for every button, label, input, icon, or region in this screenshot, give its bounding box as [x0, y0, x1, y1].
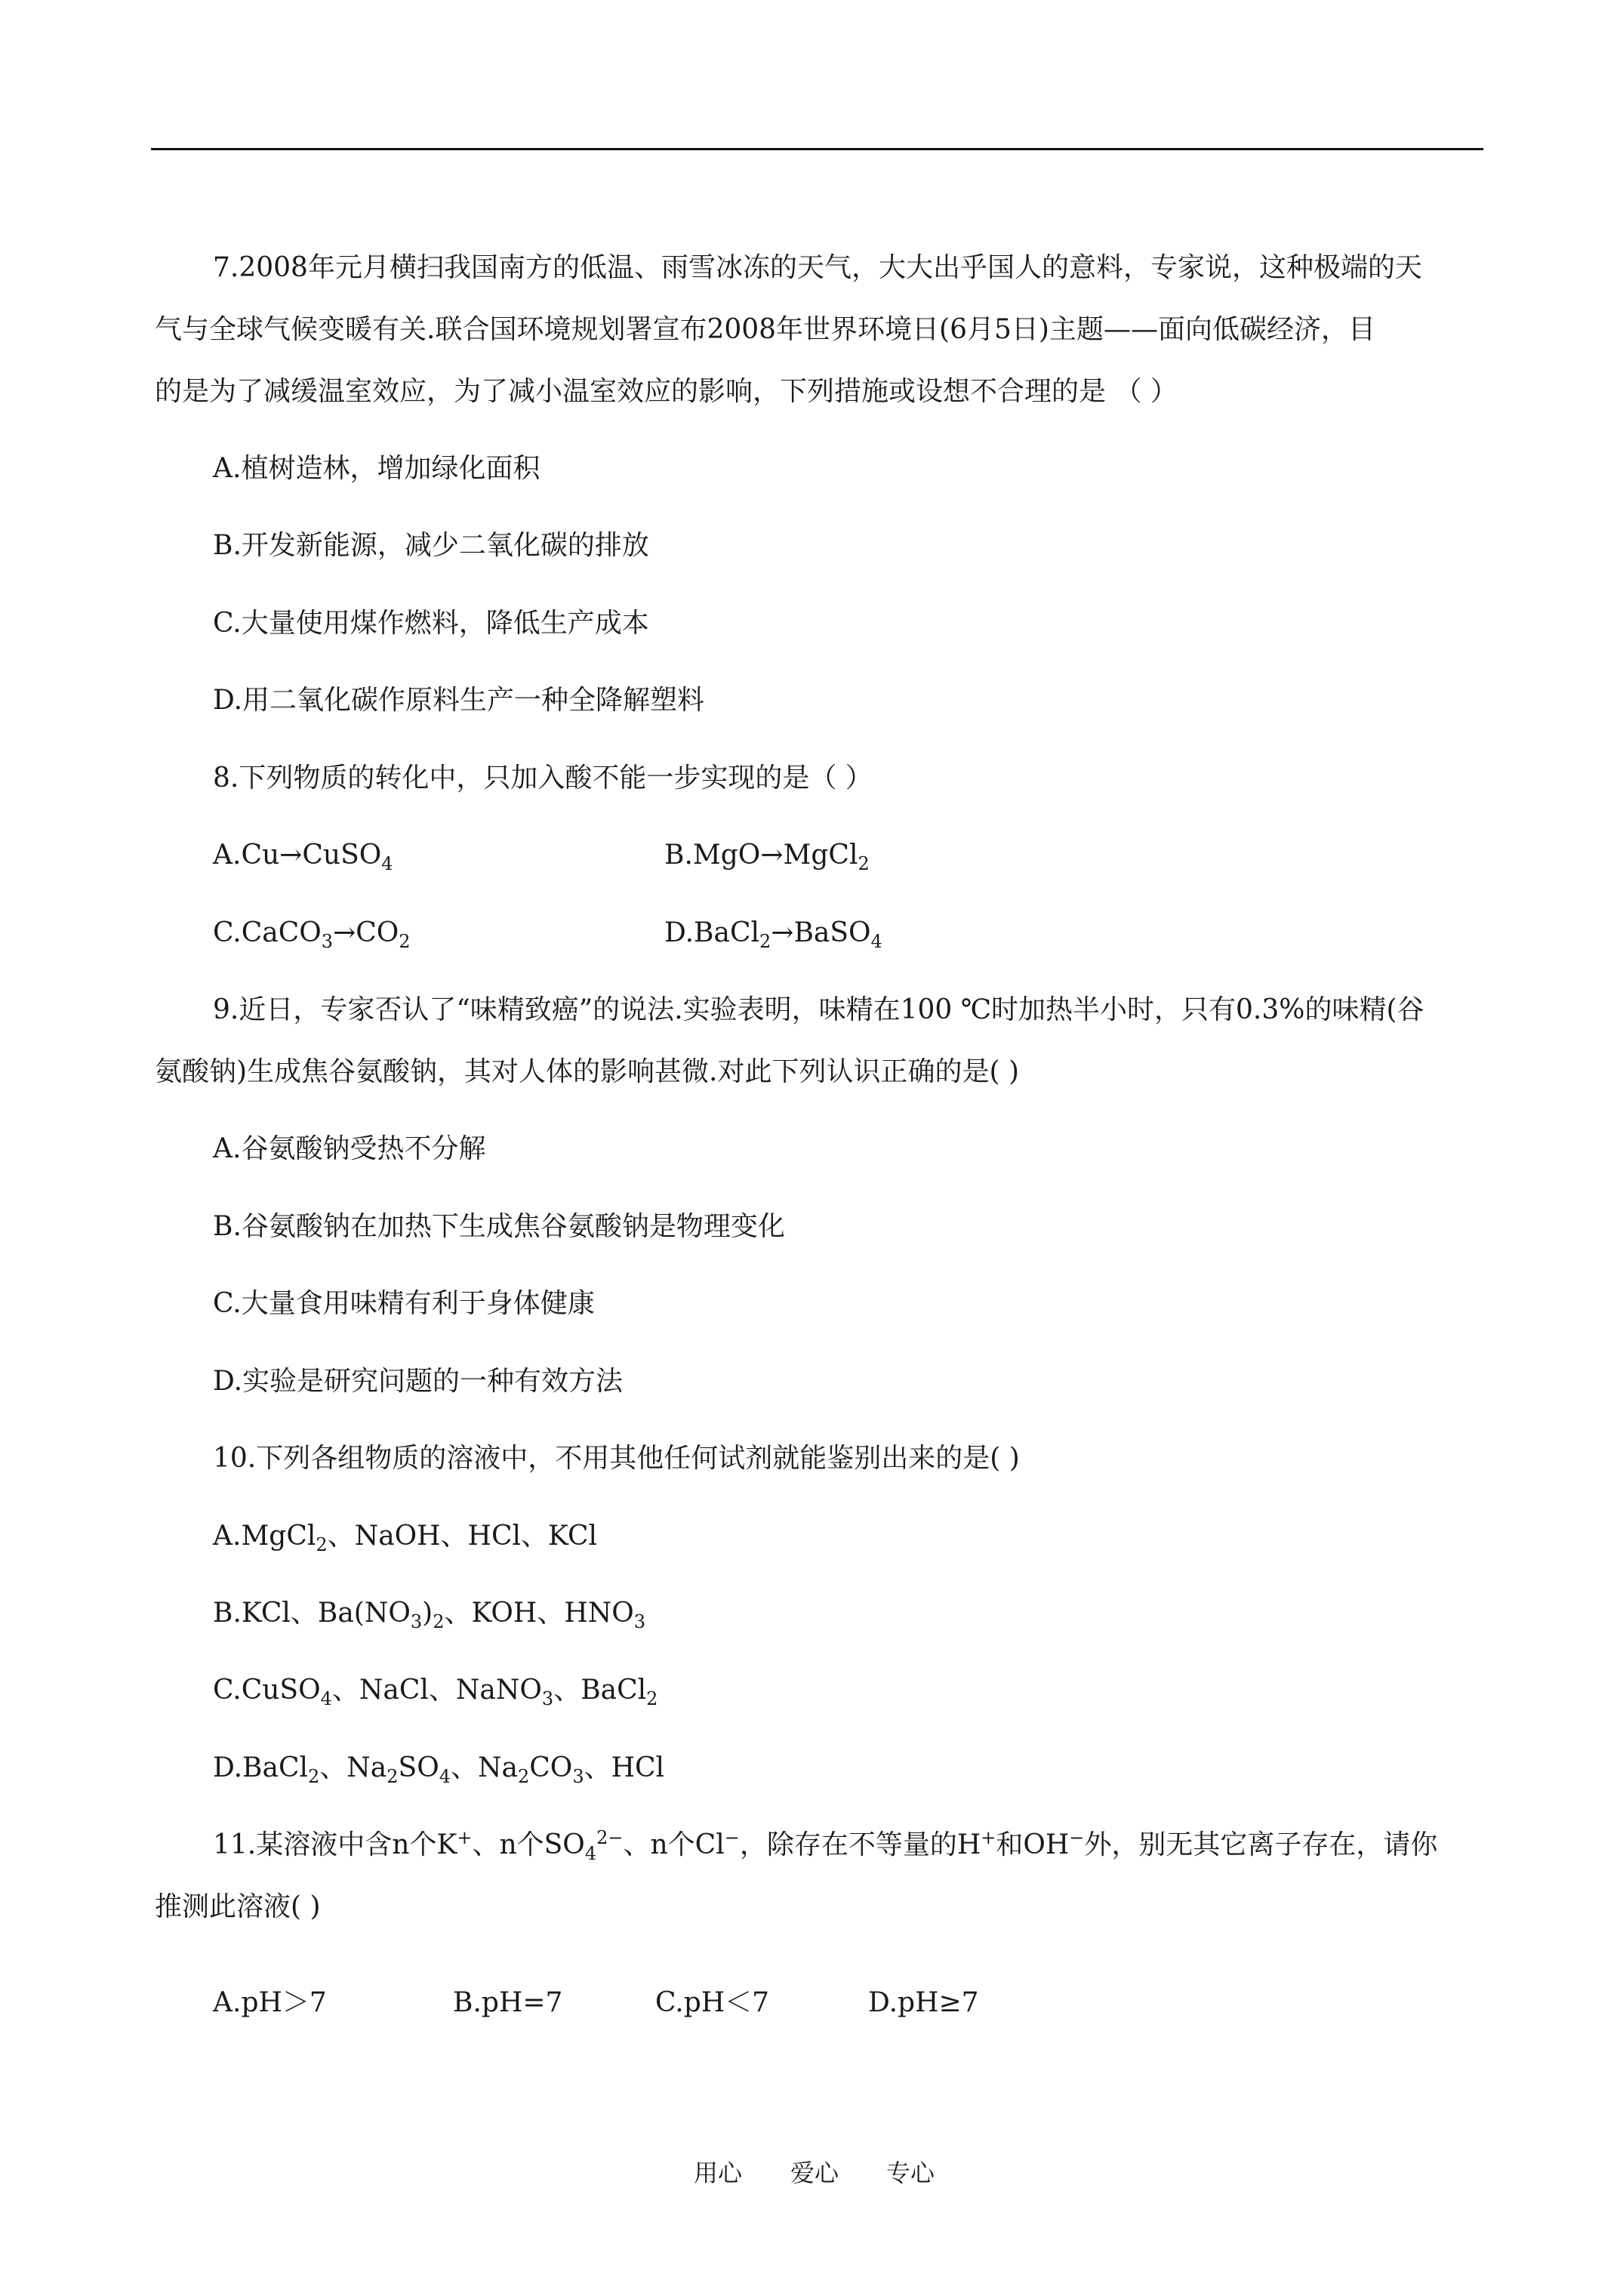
q11-option-a: A.pH＞7	[213, 1987, 327, 2018]
q9-option-d: D.实验是研究问题的一种有效方法	[213, 1366, 624, 1397]
q10-option-b: B.KCl、$Ba(NO_3)_2$、KOH、$HNO_3$	[213, 1598, 646, 1633]
q11-option-d: D.pH≥7	[868, 1987, 979, 2018]
q10-option-c: C.CuSO$_4$、NaCl、NaNO$_3$、BaCl$_2$	[213, 1675, 658, 1710]
q9-option-c: C.大量食用味精有利于身体健康	[213, 1288, 595, 1319]
q7-stem-line-3: 的是为了减缓温室效应，为了减小温室效应的影响，下列措施或设想不合理的是 （ ）	[155, 376, 1178, 407]
header-rule	[151, 148, 1483, 150]
q11-option-c: C.pH＜7	[655, 1987, 770, 2018]
q7-option-b: B.开发新能源，减少二氧化碳的排放	[213, 530, 649, 561]
q11-stem-line-1: 11.某溶液中含n个K+、n个$SO_4^{2-}$、n个Cl−，除存在不等量的H+和OH−外，别无其它离子存在，请你	[213, 1827, 1438, 1865]
footer-text-1: 用心	[694, 2159, 743, 2187]
q9-option-a: A.谷氨酸钠受热不分解	[213, 1133, 486, 1164]
q8-option-d: D.BaCl$_2$→BaSO$_4$	[664, 917, 882, 953]
arrow-icon: →	[771, 917, 794, 948]
q10-option-d: D.BaCl$_2$、$Na_2SO_4$、$Na_2CO_3$、HCl	[213, 1752, 665, 1788]
q9-option-b: B.谷氨酸钠在加热下生成焦谷氨酸钠是物理变化	[213, 1211, 785, 1242]
footer-text-3: 专心	[886, 2159, 935, 2187]
arrow-icon: →	[279, 840, 303, 871]
q10-stem: 10.下列各组物质的溶液中，不用其他任何试剂就能鉴别出来的是( )	[213, 1443, 1020, 1474]
q8-option-b: B.MgO→MgCl$_2$	[664, 840, 870, 875]
q11-stem-line-2: 推测此溶液( )	[155, 1891, 321, 1922]
q8-stem: 8.下列物质的转化中，只加入酸不能一步实现的是（ ）	[213, 763, 873, 794]
q8-option-c: $C.CaCO_3\to CO_2$	[213, 917, 411, 953]
q11-option-b: B.pH=7	[453, 1987, 563, 2018]
q7-option-a: A.植树造林，增加绿化面积	[213, 453, 540, 484]
q7-option-d: D.用二氧化碳作原料生产一种全降解塑料	[213, 685, 705, 716]
footer-text-2: 爱心	[790, 2159, 839, 2187]
q7-stem-line-1: 7.2008年元月横扫我国南方的低温、雨雪冰冻的天气，大大出乎国人的意料，专家说，这种极端的天	[213, 252, 1422, 283]
q9-stem-line-1: 9.近日，专家否认了“味精致癌”的说法.实验表明，味精在100 ℃时加热半小时，只有0.3%的味精(谷	[213, 994, 1424, 1025]
q7-stem-line-2: 气与全球气候变暖有关.联合国环境规划署宣布2008年世界环境日(6月5日)主题——面向低碳经济，目	[155, 314, 1375, 345]
arrow-icon: →	[333, 917, 356, 948]
q8-option-a: A.Cu→CuSO$_4$	[213, 840, 393, 875]
q10-option-a: A.MgCl$_2$、NaOH、HCl、KCl	[213, 1521, 597, 1556]
q9-stem-line-2: 氨酸钠)生成焦谷氨酸钠，其对人体的影响甚微.对此下列认识正确的是( )	[155, 1056, 1020, 1087]
q7-option-c: C.大量使用煤作燃料，降低生产成本	[213, 608, 649, 639]
arrow-icon: →	[760, 840, 784, 871]
